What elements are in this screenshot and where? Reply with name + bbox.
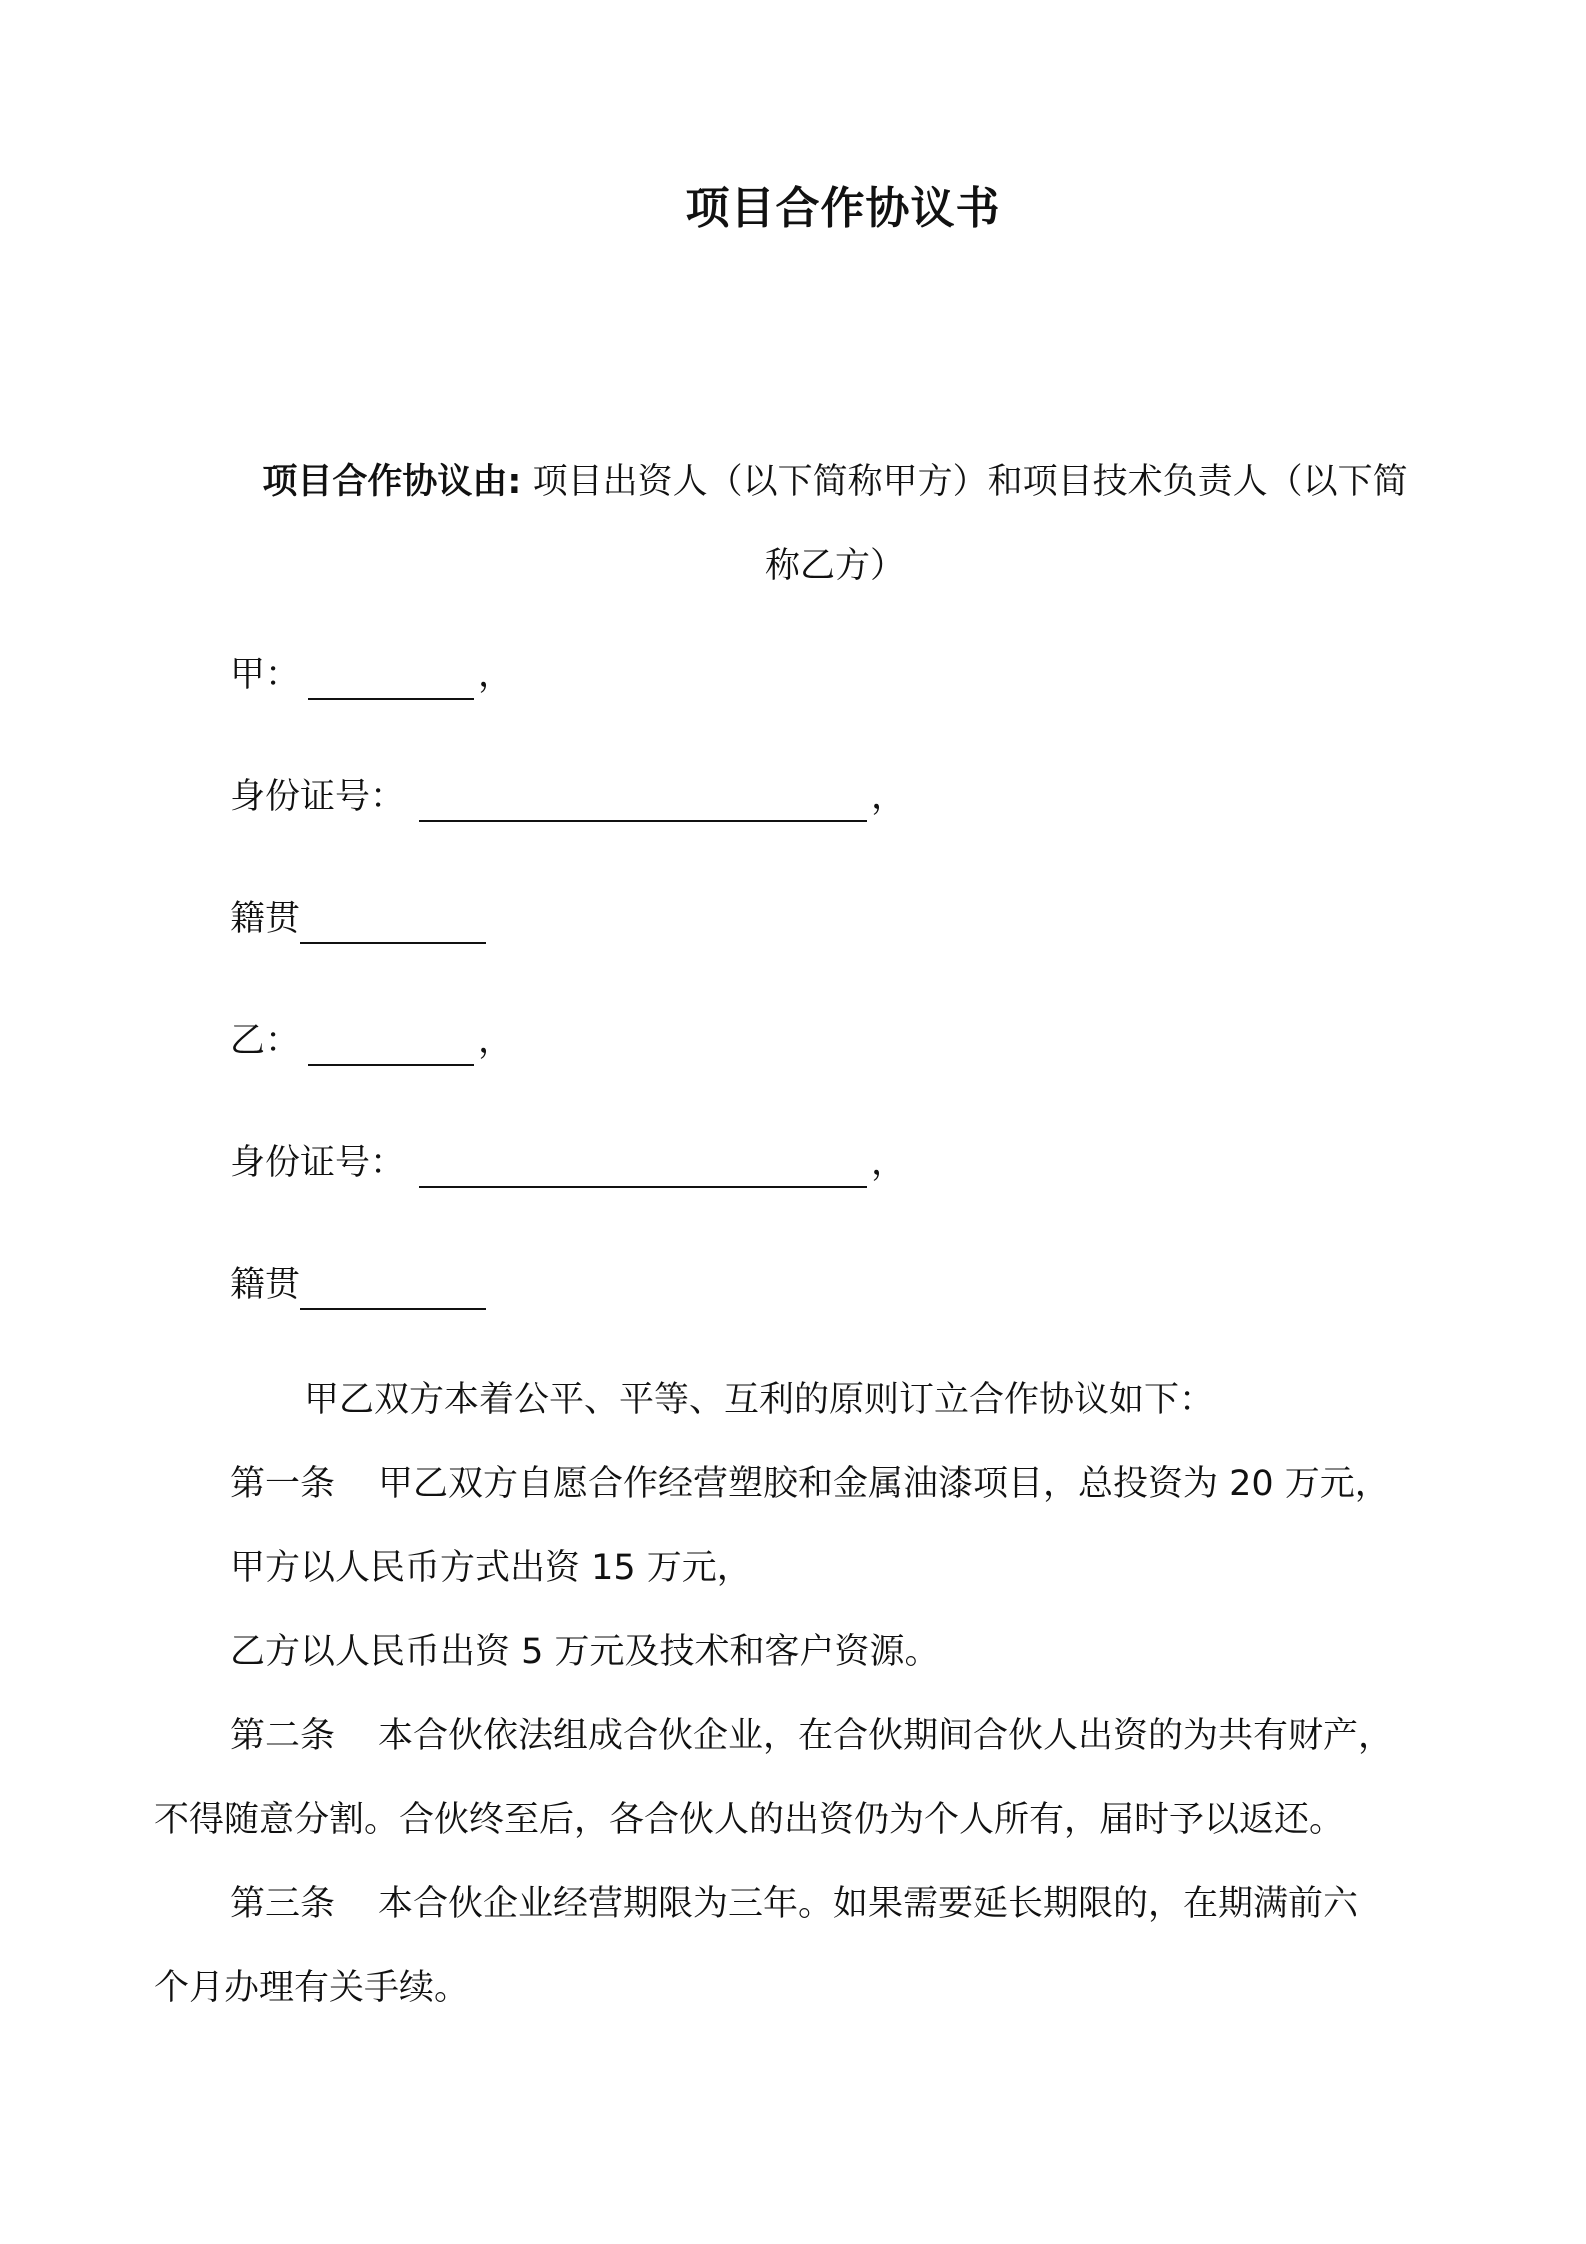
party-a-id-blank[interactable] [419, 776, 867, 822]
article-3-text-1: 本合伙企业经营期限为三年。如果需要延长期限的，在期满前六 [378, 1884, 1359, 1924]
intro-line-1 [230, 440, 1440, 524]
party-a-origin-label: 籍贯 [230, 899, 301, 939]
party-b-id-blank[interactable] [419, 1142, 867, 1188]
party-b-id-punct: ， [871, 1143, 907, 1183]
article-1-line-1 [230, 1442, 1390, 1526]
party-a-id-punct: ， [871, 777, 907, 817]
article-2-label: 第二条 [230, 1716, 336, 1756]
article-1-text-1: 甲乙双方自愿合作经营塑胶和金属油漆项目，总投资为 20 万元， [378, 1464, 1390, 1504]
party-a-id-label: 身份证号： [230, 777, 406, 817]
party-a-punct: ， [478, 655, 514, 695]
party-b-origin-row [230, 1260, 486, 1310]
party-a-origin-row [230, 894, 486, 944]
article-2-line-1 [230, 1694, 1393, 1778]
article-3-line-1 [230, 1862, 1358, 1946]
party-a-origin-blank[interactable] [300, 898, 486, 944]
article-2-text-1: 本合伙依法组成合伙企业，在合伙期间合伙人出资的为共有财产， [378, 1716, 1394, 1756]
party-b-id-row [230, 1138, 906, 1188]
intro-lead: 项目合作协议由: [262, 462, 522, 502]
party-b-origin-blank[interactable] [300, 1264, 486, 1310]
party-b-id-label: 身份证号： [230, 1143, 406, 1183]
party-a-name-blank[interactable] [308, 654, 474, 700]
article-1-line-3: 乙方以人民币出资 5 万元及技术和客户资源。 [230, 1632, 940, 1672]
article-1-line-2: 甲方以人民币方式出资 15 万元， [230, 1548, 752, 1588]
party-b-name-row [230, 1016, 513, 1066]
party-a-name-row [230, 650, 513, 700]
party-b-name-blank[interactable] [308, 1020, 474, 1066]
preamble: 甲乙双方本着公平、平等、互利的原则订立合作协议如下： [304, 1380, 1215, 1420]
article-1-label: 第一条 [230, 1464, 336, 1504]
article-2-line-2: 不得随意分割。合伙终至后，各合伙人的出资仍为个人所有，届时予以返还。 [154, 1800, 1345, 1840]
article-3-line-2: 个月办理有关手续。 [154, 1968, 470, 2008]
intro-line-2: 称乙方） [764, 546, 905, 586]
party-a-label: 甲： [230, 655, 301, 695]
party-a-id-row [230, 772, 906, 822]
intro-rest: 项目出资人（以下简称甲方）和项目技术负责人（以下简 [532, 462, 1408, 502]
article-3-label: 第三条 [230, 1884, 336, 1924]
document-title: 项目合作协议书 [685, 183, 1001, 234]
party-b-origin-label: 籍贯 [230, 1265, 301, 1305]
intro-paragraph [230, 440, 1440, 608]
party-b-punct: ， [478, 1021, 514, 1061]
party-b-label: 乙： [230, 1021, 301, 1061]
